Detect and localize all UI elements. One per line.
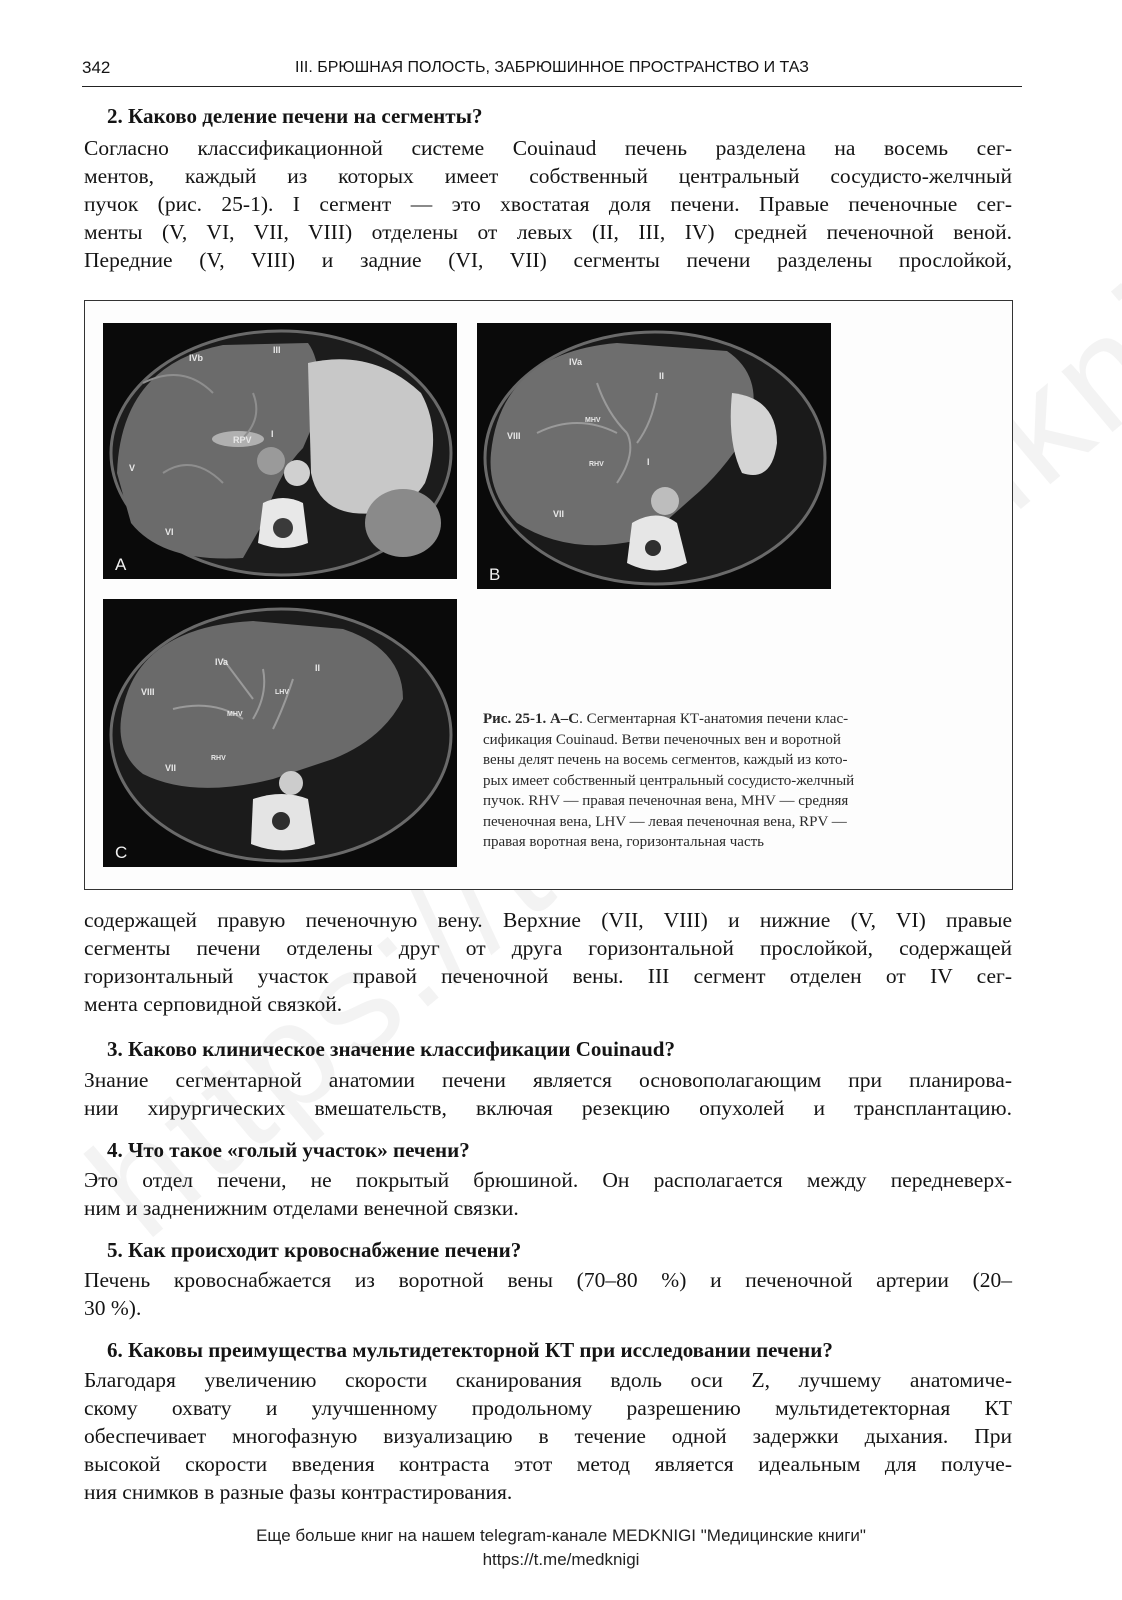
q5-line-1: Печень кровоснабжается из воротной вены (70–80 %) и печеночной артерии (20– (84, 1268, 1012, 1292)
q2-cont-line-1: содержащей правую печеночную вену. Верхние (VII, VIII) и нижние (V, VI) правые (84, 908, 1012, 932)
caption-line-3: вены делят печень на восемь сегментов, каждый из кото- (483, 752, 848, 768)
label-iii: III (273, 345, 281, 355)
label-i: I (271, 429, 274, 439)
label-rhv: RHV (589, 461, 604, 468)
question-3-title: 3. Каково клиническое значение классификации Couinaud? (107, 1037, 675, 1061)
ct-panel-c (103, 599, 457, 867)
q2-cont-line-3: горизонтальный участок правой печеночной вены. III сегмент отделен от IV сег- (84, 964, 1012, 988)
caption-line-6: печеночная вена, LHV — левая печеночная вена, RPV — (483, 813, 847, 830)
label-vii: VII (553, 509, 565, 519)
q2-line-5: Передние (V, VIII) и задние (VI, VII) сегменты печени разделены прослойкой, (84, 248, 1012, 272)
caption-line-2: сификация Couinaud. Ветви печеночных вен и воротной (483, 731, 841, 748)
caption-line-4: рых имеет собственный центральный сосудисто-желчный (483, 772, 855, 789)
q4-line-2: ним и задненижним отделами венечной связки. (84, 1196, 519, 1220)
ct-panel-b (477, 323, 831, 589)
ct-image-a (103, 323, 457, 579)
ct-panel-a (103, 323, 457, 579)
label-ivb: IVb (189, 353, 204, 363)
caption-line-5: пучок. RHV — правая печеночная вена, MHV — средняя (483, 793, 849, 809)
caption-line-1: . Сегментарная КТ-анатомия печени клас- (579, 711, 849, 727)
label-i: I (647, 457, 650, 467)
label-vi: VI (165, 527, 174, 537)
label-v: V (129, 463, 136, 473)
caption-label: Рис. 25-1. A–C (483, 711, 580, 727)
label-lhv: LHV (275, 689, 289, 696)
q6-line-3: обеспечивает многофазную визуализацию в течение одной задержки дыхания. При (84, 1424, 1012, 1448)
label-viii: VIII (507, 431, 521, 441)
page-header (82, 56, 1022, 87)
label-ii: II (659, 371, 665, 381)
panel-letter-b: B (489, 565, 501, 584)
question-2-title: 2. Каково деление печени на сегменты? (107, 104, 483, 128)
label-viii: VIII (141, 687, 155, 697)
figure-caption (483, 709, 993, 853)
label-rhv: RHV (211, 755, 226, 762)
label-iva: IVa (215, 657, 229, 667)
caption-line-7: правая воротная вена, горизонтальная часть (483, 834, 765, 850)
question-6-title: 6. Каковы преимущества мультидетекторной КТ при исследовании печени? (107, 1338, 833, 1362)
label-rpv: RPV (233, 435, 252, 445)
footer-promo: Еще больше книг на нашем telegram-канале MEDKNIGI "Медицинские книги" (256, 1526, 866, 1545)
label-mhv: MHV (585, 417, 601, 424)
label-vii: VII (165, 763, 177, 773)
q2-line-3: пучок (рис. 25-1). I сегмент — это хвостатая доля печени. Правые печеночные сег- (84, 192, 1012, 216)
q2-line-4: менты (V, VI, VII, VIII) отделены от левых (II, III, IV) средней печеночной веной. (84, 220, 1012, 244)
q6-line-1: Благодаря увеличению скорости сканирования вдоль оси Z, лучшему анатомиче- (84, 1368, 1012, 1392)
q2-line-2: ментов, каждый из которых имеет собственный центральный сосудисто-желчный (84, 164, 1012, 188)
page-number: 342 (82, 58, 111, 77)
q5-line-2: 30 %). (84, 1296, 142, 1320)
panel-letter-c: C (115, 843, 128, 862)
running-title: III. БРЮШНАЯ ПОЛОСТЬ, ЗАБРЮШИННОЕ ПРОСТРАНСТВО И ТАЗ (295, 59, 809, 76)
q6-line-2: скому охвату и улучшенному продольному разрешению мультидетекторная КТ (84, 1396, 1012, 1420)
q2-cont-line-4: мента серповидной связкой. (84, 992, 343, 1016)
q6-line-4: высокой скорости введения контраста этот метод является идеальным для получе- (84, 1452, 1012, 1476)
panel-letter-a: A (115, 555, 127, 574)
q4-line-1: Это отдел печени, не покрытый брюшиной. Он располагается между передневерх- (84, 1168, 1012, 1192)
q2-line-1: Согласно классификационной системе Couinaud печень разделена на восемь сег- (84, 136, 1012, 160)
q2-cont-line-2: сегменты печени отделены друг от друга горизонтальной прослойкой, содержащей (84, 936, 1012, 960)
q3-line-1: Знание сегментарной анатомии печени является основополагающим при планирова- (84, 1068, 1012, 1092)
footer-link[interactable]: https://t.me/medknigi (482, 1550, 640, 1569)
q3-line-2: нии хирургических вмешательств, включая резекцию опухолей и трансплантацию. (84, 1096, 1012, 1120)
q6-line-5: ния снимков в разные фазы контрастирования. (84, 1480, 513, 1504)
label-mhv: MHV (227, 711, 243, 718)
ct-image-c (103, 599, 457, 867)
question-4-title: 4. Что такое «голый участок» печени? (107, 1138, 470, 1162)
question-5-title: 5. Как происходит кровоснабжение печени? (107, 1238, 522, 1262)
ct-image-b (477, 323, 831, 589)
label-ii: II (315, 663, 321, 673)
figure-25-1 (84, 300, 1013, 890)
label-iva: IVa (569, 357, 583, 367)
